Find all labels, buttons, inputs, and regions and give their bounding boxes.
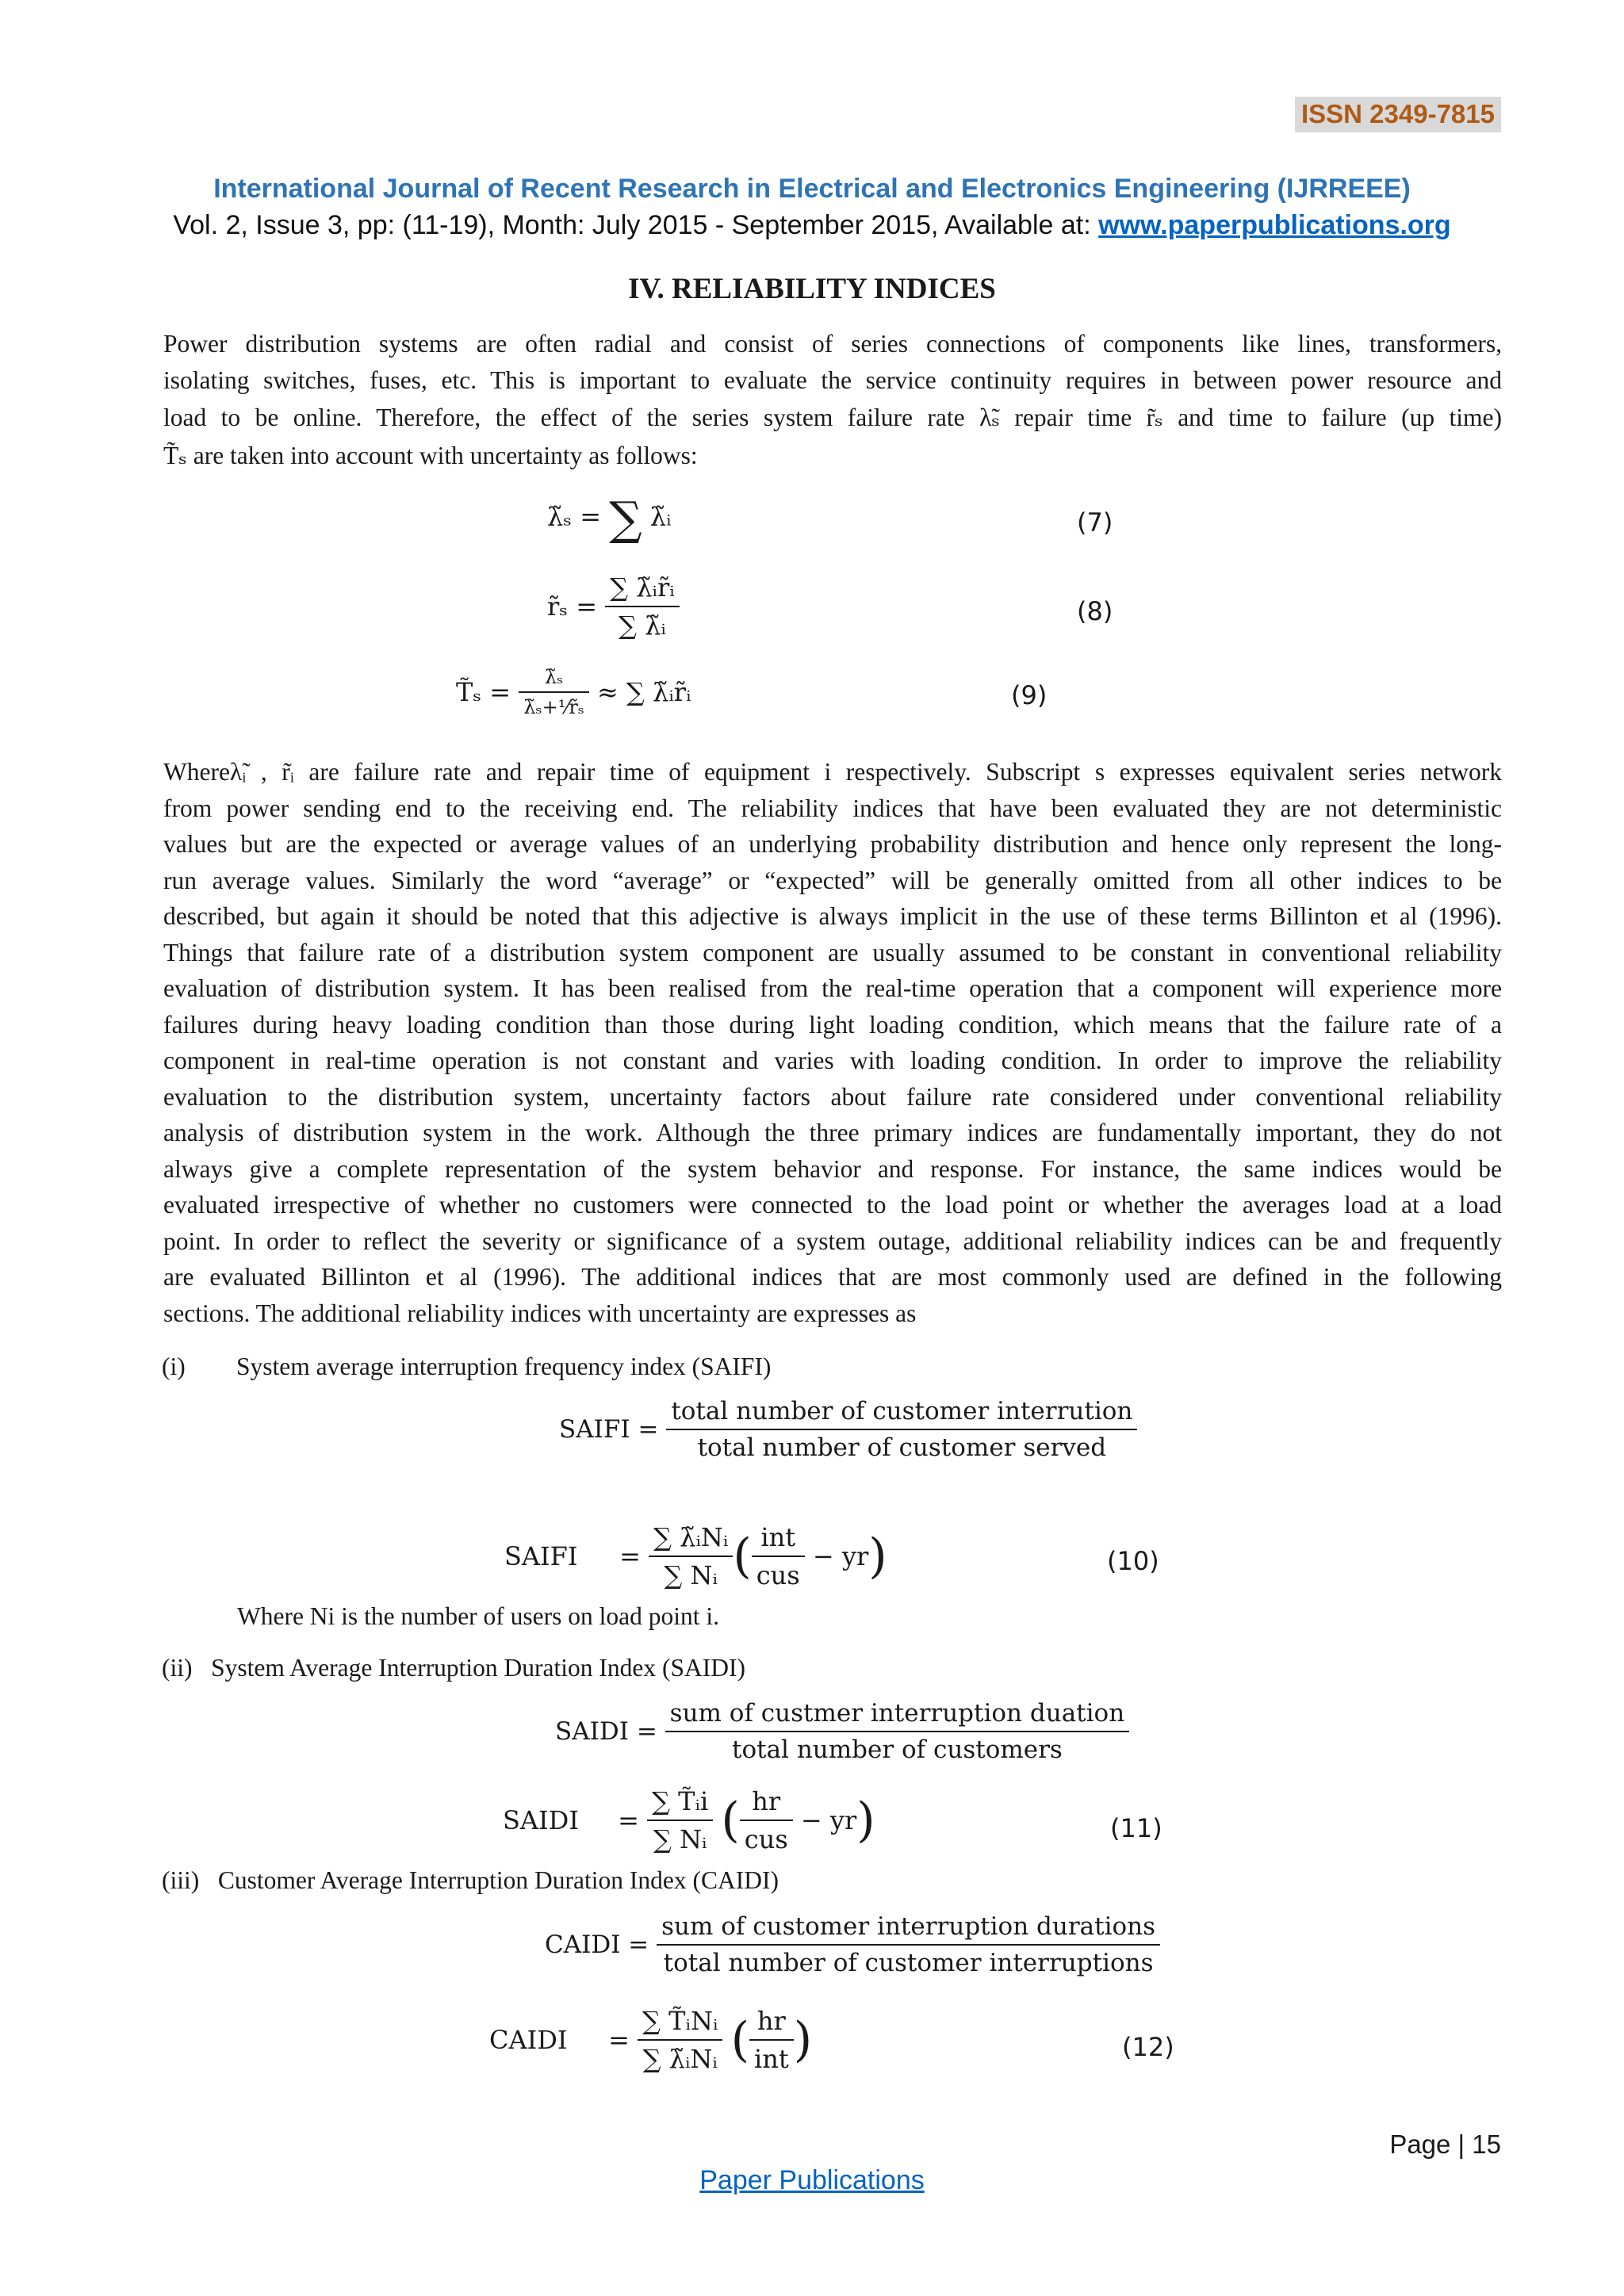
caidi-eq-fraction (638, 2006, 722, 2074)
equation-8 (547, 572, 680, 641)
paragraph-line: are evaluated Billinton et al (1996). The additional indices that are most commonly used are defined in the following (163, 1263, 1502, 1291)
volume-text: Vol. 2, Issue 3, pp: (11-19), Month: July 2015 - September 2015, Available at: (173, 210, 1099, 240)
saidi-def-numerator: sum of custmer interruption duation (665, 1699, 1130, 1732)
saifi-def-denominator: total number of customer served (697, 1433, 1107, 1462)
equation-number-10: (10) (1107, 1546, 1159, 1576)
saidi-eq-fraction (647, 1786, 713, 1854)
equation-number-8: (8) (1077, 596, 1113, 626)
paragraph-line: component in real-time operation is not constant and varies with loading condition. In order to improve the reliability (163, 1047, 1502, 1074)
saifi-note: Where Ni is the number of users on load point i. (237, 1602, 719, 1630)
saifi-unit-fraction (752, 1522, 805, 1590)
equation-9 (456, 666, 691, 718)
caidi-eq-equals: = (608, 2025, 630, 2055)
section-heading: IV. RELIABILITY INDICES (628, 273, 996, 305)
saifi-eq-fraction (649, 1522, 733, 1590)
saifi-unit-numerator: int (752, 1522, 805, 1557)
caidi-unit-denominator: int (753, 2044, 789, 2074)
saifi-eq-equals: = (619, 1541, 641, 1571)
publisher-link[interactable]: Paper Publications (699, 2165, 925, 2195)
saidi-equation: SAIDI = $\frac{\text{∑ T̃ᵢi}}{\text{∑ Nᵢ}}$ ( $\frac{hr}{\text{cus}}$ − yr) (503, 1786, 875, 1854)
paragraph-line: load to be online. Therefore, the effect of the series system failure rate λ̃ₛ repair time r̃ₛ and time to failure (up time) (163, 404, 1502, 431)
saifi-def-lhs: SAIFI = (559, 1415, 659, 1444)
paragraph-line: Whereλ̃ᵢ , r̃ᵢ are failure rate and repair time of equipment i respectively. Subscript s expresses equivalent series network (163, 758, 1502, 786)
saifi-label-number: (i) (162, 1353, 186, 1380)
saidi-unit-denominator: cus (744, 1824, 788, 1854)
paragraph-line: point. In order to reflect the severity or significance of a system outage, additional reliability indices can be and frequently (163, 1226, 1502, 1255)
saidi-def-lhs: SAIDI = (555, 1717, 657, 1746)
paragraph-line: analysis of distribution system in the work. Although the three primary indices are fundamentally important, they do not (163, 1119, 1502, 1146)
paragraph-line: described, but again it should be noted that this adjective is always implicit in the use of these terms Billinton et al (1996). (163, 902, 1502, 930)
journal-title: International Journal of Recent Research in Electrical and Electronics Engineering (IJRREEE) (213, 174, 1411, 204)
paragraph-line: values but are the expected or average values of an underlying probability distribution and hence only represent the long- (163, 830, 1502, 858)
saifi-equation: SAIFI = $\frac{\text{∑ λ̃ᵢNᵢ}}{\text{∑ Nᵢ}}$ ( $\frac{\text{int}}{\text{cus}}$ − yr) (504, 1522, 887, 1590)
paragraph-line: T̃ₛ are taken into account with uncertainty as follows: (163, 442, 698, 469)
caidi-unit-fraction (749, 2006, 794, 2074)
issn-badge: ISSN 2349-7815 (1295, 97, 1501, 132)
paragraph-line: evaluation to the distribution system, uncertainty factors about failure rate considered under conventional reliability (163, 1082, 1502, 1111)
eq9-numerator: λ̃ₛ (519, 666, 589, 693)
saidi-eq-equals: = (618, 1805, 639, 1835)
saidi-eq-lhs: SAIDI (503, 1805, 579, 1835)
saidi-def-denominator: total number of customers (732, 1735, 1063, 1764)
paragraph-line: evaluated irrespective of whether no customers were connected to the load point or whether the averages load at a load (163, 1191, 1502, 1219)
eq9-lhs: T̃ₛ = (456, 677, 511, 707)
saifi-eq-lhs: SAIFI (504, 1541, 578, 1571)
saifi-eq-denominator: ∑ Nᵢ (664, 1560, 718, 1590)
caidi-eq-numerator: ∑ T̃ᵢNᵢ (638, 2006, 722, 2041)
saifi-definition (559, 1397, 1137, 1462)
eq7-lhs: λ̃ₛ = (547, 501, 602, 532)
paragraph-line: Power distribution systems are often radial and consist of series connections of components like lines, transformers, (163, 330, 1502, 358)
paragraph-line: evaluation of distribution system. It has been realised from the real-time operation that a component will experience more (163, 974, 1502, 1002)
saidi-eq-denominator: ∑ Nᵢ (653, 1824, 707, 1854)
equation-number-9: (9) (1011, 680, 1048, 710)
eq8-denominator: ∑ λ̃ᵢ (619, 610, 666, 641)
caidi-definition (545, 1912, 1160, 1977)
page-number: Page | 15 (1389, 2130, 1501, 2159)
website-link[interactable]: www.paperpublications.org (1098, 210, 1451, 240)
eq7-rhs: λ̃ᵢ (649, 501, 672, 532)
saifi-label: System average interruption frequency index (SAIFI) (236, 1353, 772, 1380)
equation-number-11: (11) (1110, 1813, 1162, 1843)
saifi-unit-tail: − yr (812, 1541, 869, 1571)
eq9-rhs: ≈ ∑ λ̃ᵢr̃ᵢ (597, 677, 691, 707)
eq8-numerator: ∑ λ̃ᵢr̃ᵢ (605, 572, 679, 607)
sigma-symbol: ∑ (609, 492, 642, 545)
body-paragraph (163, 754, 1502, 1331)
saidi-def-fraction (665, 1699, 1130, 1764)
saidi-eq-numerator: ∑ T̃ᵢi (647, 1786, 713, 1821)
equation-7 (547, 492, 672, 545)
caidi-def-lhs: CAIDI = (545, 1931, 649, 1959)
eq8-fraction (605, 572, 679, 641)
caidi-label: (iii) Customer Average Interruption Duration Index (CAIDI) (162, 1866, 779, 1894)
volume-line (0, 210, 1624, 241)
saidi-unit-tail: − yr (800, 1805, 857, 1835)
equation-number-12: (12) (1122, 2032, 1174, 2062)
intro-paragraph (163, 326, 1502, 474)
paragraph-line: from power sending end to the receiving end. The reliability indices that have been evaluated they are not deterministic (163, 794, 1502, 822)
saidi-definition (555, 1699, 1129, 1764)
saifi-def-fraction (666, 1397, 1137, 1462)
caidi-def-denominator: total number of customer interruptions (663, 1949, 1154, 1977)
equation-number-7: (7) (1077, 507, 1113, 538)
eq8-lhs: r̃ₛ = (547, 591, 598, 622)
paragraph-line: run average values. Similarly the word “average” or “expected” will be generally omitted from all other indices to be (163, 866, 1502, 894)
caidi-def-numerator: sum of customer interruption durations (657, 1912, 1160, 1946)
saidi-label: (ii) System Average Interruption Duration Index (SAIDI) (162, 1654, 745, 1682)
paragraph-line: failures during heavy loading condition than those during light loading condition, which means that the failure rate of a (163, 1010, 1502, 1039)
caidi-equation: CAIDI = $\frac{\text{∑ T̃ᵢNᵢ}}{\text{∑ λ̃ᵢNᵢ}}$ ( $\frac{hr}{\text{int}}$ ) (489, 2006, 813, 2074)
paragraph-line: isolating switches, fuses, etc. This is important to evaluate the service continuity requires in between power resource and (163, 365, 1502, 394)
saidi-unit-fraction (740, 1786, 793, 1854)
saifi-eq-numerator: ∑ λ̃ᵢNᵢ (649, 1522, 733, 1557)
paragraph-line: Things that failure rate of a distribution system component are usually assumed to be constant in conventional reliability (163, 938, 1502, 966)
saifi-def-numerator: total number of customer interrution (666, 1397, 1137, 1430)
paragraph-line: sections. The additional reliability indices with uncertainty are expresses as (163, 1299, 917, 1327)
eq9-fraction (519, 666, 589, 718)
caidi-def-fraction (657, 1912, 1160, 1977)
saifi-unit-denominator: cus (756, 1560, 800, 1590)
caidi-unit-numerator: hr (749, 2006, 794, 2041)
paragraph-line: always give a complete representation of the system behavior and response. For instance, the same indices would be (163, 1154, 1502, 1183)
caidi-eq-denominator: ∑ λ̃ᵢNᵢ (642, 2044, 718, 2074)
eq9-denominator: λ̃ₛ+¹⁄r̃ₛ (523, 696, 584, 718)
caidi-eq-lhs: CAIDI (489, 2025, 568, 2055)
saidi-unit-numerator: hr (740, 1786, 793, 1821)
